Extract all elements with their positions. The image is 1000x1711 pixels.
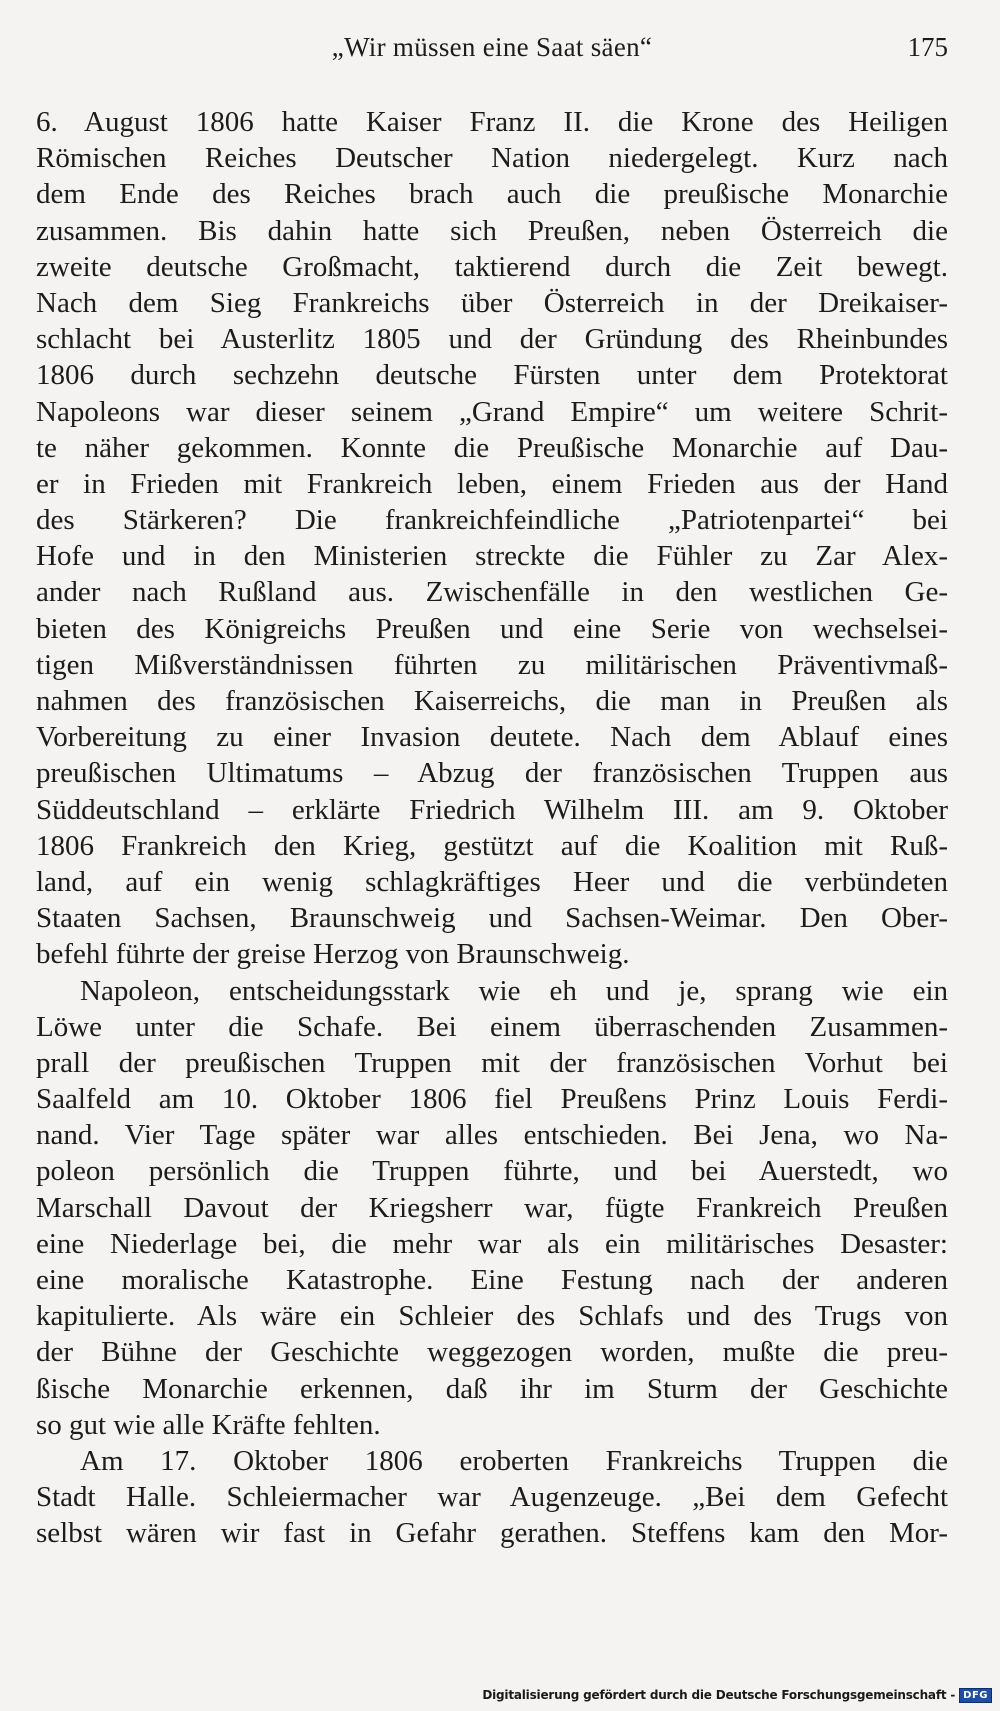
text-line: dem Ende des Reiches brach auch die preußische Monarchie [36,178,948,211]
text-line: eine Niederlage bei, die mehr war als ein militärisches Desaster: [36,1227,948,1260]
running-head: „Wir müssen eine Saat säen“ [331,32,653,62]
text-line: tigen Mißverständnissen führten zu militärischen Präventivmaß- [36,648,948,681]
text-line: Napoleons war dieser seinem „Grand Empire“ um weitere Schrit- [36,395,948,428]
text-line: te näher gekommen. Konnte die Preußische Monarchie auf Dau- [36,431,948,464]
text-line: Saalfeld am 10. Oktober 1806 fiel Preußens Prinz Louis Ferdi- [36,1083,948,1116]
paragraph [36,1443,948,1552]
text-line: eine moralische Katastrophe. Eine Festung nach der anderen [36,1264,948,1296]
text-line: 1806 durch sechzehn deutsche Fürsten unter dem Protektorat [36,359,948,392]
text-line: schlacht bei Austerlitz 1805 und der Gründung des Rheinbundes [36,323,948,356]
body-text [36,104,948,1552]
paragraph [36,973,948,1443]
text-line: zweite deutsche Großmacht, taktierend durch die Zeit bewegt. [36,250,948,283]
text-line: Löwe unter die Schafe. Bei einem überraschenden Zusammen- [36,1010,948,1043]
text-line: Marschall Davout der Kriegsherr war, fügte Frankreich Preußen [36,1191,948,1224]
text-line: 6. August 1806 hatte Kaiser Franz II. die Krone des Heiligen [36,106,948,138]
page-header [36,28,948,72]
dfg-logo: DFG [959,1688,992,1703]
text-line: Vorbereitung zu einer Invasion deutete. Nach dem Ablauf eines [36,721,948,754]
text-line: Römischen Reiches Deutscher Nation niedergelegt. Kurz nach [36,142,948,175]
text-line: ander nach Rußland aus. Zwischenfälle in den westlichen Ge- [36,576,948,609]
text-line: so gut wie alle Kräfte fehlten. [36,1408,381,1441]
text-line: Süddeutschland – erklärte Friedrich Wilhelm III. am 9. Oktober [36,793,948,826]
digitization-footer [482,1685,992,1705]
text-line: des Stärkeren? Die frankreichfeindliche „Patriotenpartei“ bei [36,504,948,537]
text-line: Napoleon, entscheidungsstark wie eh und je, sprang wie ein [80,974,948,1007]
footer-credit: Digitalisierung gefördert durch die Deutsche Forschungsgemeinschaft - [482,1688,956,1702]
text-line: zusammen. Bis dahin hatte sich Preußen, neben Österreich die [36,214,948,247]
paragraph [36,104,948,973]
text-line: Hofe und in den Ministerien streckte die Fühler zu Zar Alex- [36,540,948,573]
text-line: nand. Vier Tage später war alles entschieden. Bei Jena, wo Na- [36,1119,948,1152]
text-line: Staaten Sachsen, Braunschweig und Sachsen-Weimar. Den Ober- [36,902,948,935]
page-number: 175 [907,32,948,62]
text-line: Stadt Halle. Schleiermacher war Augenzeuge. „Bei dem Gefecht [36,1481,948,1514]
text-line: Nach dem Sieg Frankreichs über Österreich in der Dreikaiser- [36,286,948,319]
text-line: land, auf ein wenig schlagkräftiges Heer und die verbündeten [36,865,948,898]
text-line: er in Frieden mit Frankreich leben, einem Frieden aus der Hand [36,467,948,500]
text-line: 1806 Frankreich den Krieg, gestützt auf die Koalition mit Ruß- [36,829,948,862]
text-line: kapitulierte. Als wäre ein Schleier des Schlafs und des Trugs von [36,1300,948,1333]
text-line: prall der preußischen Truppen mit der französischen Vorhut bei [36,1046,948,1079]
text-line: bieten des Königreichs Preußen und eine Serie von wechselsei- [36,612,948,645]
text-line: Am 17. Oktober 1806 eroberten Frankreichs Truppen die [80,1444,948,1477]
text-line: befehl führte der greise Herzog von Braunschweig. [36,938,630,971]
text-line: nahmen des französischen Kaiserreichs, die man in Preußen als [36,685,948,717]
text-line: selbst wären wir fast in Gefahr gerathen. Steffens kam den Mor- [36,1517,948,1550]
text-line: poleon persönlich die Truppen führte, und bei Auerstedt, wo [36,1155,948,1188]
text-line: der Bühne der Geschichte weggezogen worden, mußte die preu- [36,1336,948,1369]
text-line: ßische Monarchie erkennen, daß ihr im Sturm der Geschichte [36,1372,948,1405]
text-line: preußischen Ultimatums – Abzug der französischen Truppen aus [36,757,948,790]
